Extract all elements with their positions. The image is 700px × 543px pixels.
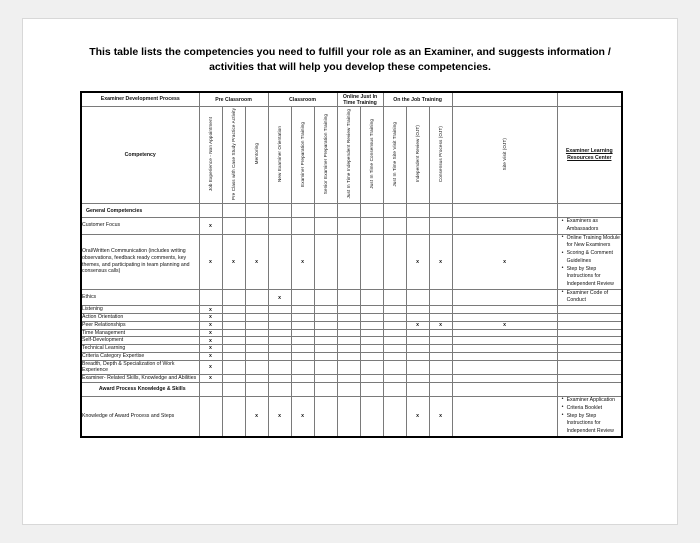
mark-cell-checked: x: [245, 396, 268, 437]
section-header-spacer: [557, 204, 622, 218]
group-header-classroom: Classroom: [268, 92, 337, 107]
mark-cell-checked: x: [199, 234, 222, 289]
mark-cell-checked: x: [452, 321, 557, 329]
mark-cell-empty: [222, 345, 245, 353]
corner-process-label: Examiner Development Process: [81, 92, 199, 107]
mark-cell-empty: [360, 375, 383, 383]
mark-cell-checked: x: [199, 375, 222, 383]
resources-cell: [557, 234, 622, 289]
competency-label: Oral/Written Communication (includes writing observations, feedback ready comments, key themes, and participating in team planning and consensus calls): [81, 234, 199, 289]
mark-cell-empty: [452, 396, 557, 437]
mark-cell-empty: [268, 218, 291, 235]
mark-cell-empty: [337, 306, 360, 314]
mark-cell-empty: [383, 352, 406, 360]
mark-cell-empty: [199, 396, 222, 437]
mark-cell-empty: [314, 345, 337, 353]
mark-cell-empty: [245, 314, 268, 322]
mark-cell-empty: [337, 234, 360, 289]
mark-cell-empty: [245, 306, 268, 314]
mark-cell-empty: [360, 234, 383, 289]
section-header-spacer: [245, 204, 268, 218]
resources-cell: [557, 306, 622, 314]
mark-cell-empty: [314, 321, 337, 329]
mark-cell-empty: [429, 352, 452, 360]
table-row: [81, 321, 622, 329]
intro-paragraph: This table lists the competencies you need to fulfill your role as an Examiner, and suggests information / activities that will help you develop these competencies.: [89, 46, 611, 74]
section-header-spacer: [360, 382, 383, 396]
mark-cell-empty: [383, 345, 406, 353]
section-header-spacer: [360, 204, 383, 218]
mark-cell-empty: [383, 289, 406, 306]
mark-cell-empty: [314, 375, 337, 383]
mark-cell-empty: [268, 306, 291, 314]
section-header-spacer: [199, 204, 222, 218]
mark-cell-empty: [406, 218, 429, 235]
mark-cell-empty: [337, 218, 360, 235]
col-header-site-visit-ojt: Site Visit (OJT): [452, 107, 557, 204]
resources-cell: [557, 289, 622, 306]
mark-cell-empty: [222, 352, 245, 360]
col-header-consensus-process-ojt: Consensus Process (OJT): [429, 107, 452, 204]
mark-cell-empty: [360, 329, 383, 337]
section-title: Award Process Knowledge & Skills: [81, 382, 199, 396]
resource-item: • Scoring & Comment Guidelines: [563, 250, 621, 265]
section-header-spacer: [429, 382, 452, 396]
resource-item: • Online Training Module for New Examiners: [563, 235, 621, 250]
mark-cell-empty: [383, 329, 406, 337]
table-row: [81, 218, 622, 235]
mark-cell-empty: [314, 329, 337, 337]
mark-cell-empty: [406, 337, 429, 345]
resources-cell: [557, 321, 622, 329]
resources-cell: [557, 360, 622, 375]
competency-label: Customer Focus: [81, 218, 199, 235]
mark-cell-empty: [452, 306, 557, 314]
mark-cell-empty: [337, 352, 360, 360]
mark-cell-checked: x: [429, 396, 452, 437]
mark-cell-empty: [429, 329, 452, 337]
mark-cell-empty: [245, 345, 268, 353]
competency-label: Time Management: [81, 329, 199, 337]
mark-cell-empty: [337, 289, 360, 306]
mark-cell-empty: [452, 352, 557, 360]
competency-label: Listening: [81, 306, 199, 314]
competency-label: Self-Development: [81, 337, 199, 345]
mark-cell-empty: [199, 289, 222, 306]
resource-item: • Step by Step Instructions for Independent Review: [563, 266, 621, 289]
table-row: [81, 375, 622, 383]
mark-cell-empty: [222, 396, 245, 437]
mark-cell-empty: [360, 337, 383, 345]
mark-cell-checked: x: [199, 329, 222, 337]
mark-cell-empty: [222, 321, 245, 329]
table-row: [81, 234, 622, 289]
mark-cell-empty: [337, 360, 360, 375]
group-header-on-the-job: On the Job Training: [383, 92, 452, 107]
resources-cell: [557, 337, 622, 345]
section-header-spacer: [383, 204, 406, 218]
mark-cell-checked: x: [199, 314, 222, 322]
mark-cell-empty: [222, 314, 245, 322]
mark-cell-empty: [383, 234, 406, 289]
mark-cell-empty: [337, 329, 360, 337]
section-header-spacer: [406, 204, 429, 218]
mark-cell-empty: [314, 337, 337, 345]
col-header-new-examiner-orientation: New Examiner Orientation: [268, 107, 291, 204]
table-row: [81, 337, 622, 345]
mark-cell-empty: [429, 218, 452, 235]
section-header-spacer: [222, 382, 245, 396]
mark-cell-empty: [337, 375, 360, 383]
mark-cell-empty: [314, 396, 337, 437]
col-header-jit-site-visit-training: Just In Time Site Visit Training: [383, 107, 406, 204]
section-header-spacer: [452, 204, 557, 218]
mark-cell-empty: [452, 218, 557, 235]
competency-label: Technical Learning: [81, 345, 199, 353]
mark-cell-empty: [245, 352, 268, 360]
col-header-job-experience: Job Experience - Non Appointment: [199, 107, 222, 204]
resources-cell: [557, 352, 622, 360]
mark-cell-empty: [383, 306, 406, 314]
mark-cell-empty: [222, 360, 245, 375]
mark-cell-empty: [337, 345, 360, 353]
mark-cell-empty: [268, 314, 291, 322]
col-header-independent-review-ojt: Independent Review (OJT): [406, 107, 429, 204]
table-column-header-row: [81, 107, 622, 204]
mark-cell-empty: [314, 218, 337, 235]
competency-label: Peer Relationships: [81, 321, 199, 329]
mark-cell-checked: x: [406, 321, 429, 329]
mark-cell-empty: [406, 375, 429, 383]
mark-cell-empty: [314, 289, 337, 306]
mark-cell-empty: [268, 375, 291, 383]
mark-cell-empty: [245, 375, 268, 383]
competency-label: Knowledge of Award Process and Steps: [81, 396, 199, 437]
table-row: [81, 396, 622, 437]
mark-cell-empty: [429, 289, 452, 306]
table-row: [81, 314, 622, 322]
mark-cell-empty: [291, 337, 314, 345]
mark-cell-empty: [268, 360, 291, 375]
mark-cell-empty: [291, 345, 314, 353]
table-row: [81, 360, 622, 375]
mark-cell-empty: [383, 218, 406, 235]
mark-cell-empty: [360, 345, 383, 353]
mark-cell-empty: [360, 396, 383, 437]
mark-cell-empty: [337, 321, 360, 329]
mark-cell-empty: [314, 352, 337, 360]
mark-cell-empty: [429, 314, 452, 322]
mark-cell-empty: [406, 314, 429, 322]
document-page: [22, 18, 678, 525]
col-header-resources-center: Examiner Learning Resources Center: [557, 107, 622, 204]
mark-cell-checked: x: [291, 396, 314, 437]
mark-cell-empty: [383, 396, 406, 437]
mark-cell-empty: [337, 337, 360, 345]
mark-cell-empty: [429, 375, 452, 383]
mark-cell-checked: x: [429, 321, 452, 329]
mark-cell-empty: [406, 360, 429, 375]
group-header-online-just-in-time: Online Just In Time Training: [337, 92, 383, 107]
mark-cell-checked: x: [268, 396, 291, 437]
section-header-spacer: [314, 382, 337, 396]
mark-cell-empty: [222, 306, 245, 314]
col-header-pre-class-case-study: Pre Class with Case Study Practice Activity: [222, 107, 245, 204]
mark-cell-empty: [222, 337, 245, 345]
section-header-row: [81, 382, 622, 396]
mark-cell-checked: x: [199, 321, 222, 329]
group-header-pre-classroom: Pre Classroom: [199, 92, 268, 107]
mark-cell-empty: [245, 337, 268, 345]
mark-cell-checked: x: [268, 289, 291, 306]
table-row: [81, 352, 622, 360]
mark-cell-empty: [383, 321, 406, 329]
mark-cell-empty: [245, 321, 268, 329]
mark-cell-empty: [360, 352, 383, 360]
mark-cell-empty: [291, 289, 314, 306]
mark-cell-empty: [268, 352, 291, 360]
mark-cell-checked: x: [291, 234, 314, 289]
mark-cell-checked: x: [199, 352, 222, 360]
mark-cell-empty: [337, 396, 360, 437]
resources-cell: [557, 396, 622, 437]
mark-cell-empty: [360, 321, 383, 329]
competency-table: [80, 91, 623, 438]
mark-cell-empty: [314, 360, 337, 375]
mark-cell-empty: [222, 329, 245, 337]
mark-cell-empty: [245, 360, 268, 375]
mark-cell-empty: [291, 314, 314, 322]
section-header-spacer: [268, 382, 291, 396]
col-header-examiner-prep-training: Examiner Preparation Training: [291, 107, 314, 204]
mark-cell-empty: [337, 314, 360, 322]
resource-item: • Step by Step Instructions for Independent Review: [563, 413, 621, 436]
mark-cell-empty: [383, 314, 406, 322]
mark-cell-empty: [268, 329, 291, 337]
mark-cell-empty: [383, 337, 406, 345]
mark-cell-empty: [314, 314, 337, 322]
mark-cell-checked: x: [199, 218, 222, 235]
mark-cell-empty: [383, 375, 406, 383]
section-header-spacer: [245, 382, 268, 396]
mark-cell-empty: [314, 234, 337, 289]
section-header-spacer: [199, 382, 222, 396]
col-header-senior-examiner-prep-training: Senior Examiner Preparation Training: [314, 107, 337, 204]
table-row: [81, 289, 622, 306]
mark-cell-empty: [291, 375, 314, 383]
mark-cell-empty: [268, 321, 291, 329]
resources-cell: [557, 345, 622, 353]
mark-cell-empty: [291, 329, 314, 337]
mark-cell-empty: [360, 306, 383, 314]
section-header-spacer: [291, 204, 314, 218]
section-header-spacer: [452, 382, 557, 396]
section-header-spacer: [268, 204, 291, 218]
mark-cell-empty: [406, 306, 429, 314]
mark-cell-checked: x: [429, 234, 452, 289]
mark-cell-empty: [429, 360, 452, 375]
mark-cell-checked: x: [406, 396, 429, 437]
mark-cell-empty: [452, 329, 557, 337]
section-header-spacer: [291, 382, 314, 396]
mark-cell-empty: [452, 289, 557, 306]
mark-cell-empty: [406, 345, 429, 353]
resource-item: • Examiner Code of Conduct: [563, 290, 621, 305]
resources-cell: [557, 218, 622, 235]
competency-label: Action Orientation: [81, 314, 199, 322]
section-header-spacer: [337, 382, 360, 396]
competency-label: Ethics: [81, 289, 199, 306]
mark-cell-empty: [360, 218, 383, 235]
mark-cell-empty: [452, 375, 557, 383]
competency-table-wrapper: [80, 91, 623, 438]
competency-column-title: Competency: [81, 107, 199, 204]
mark-cell-empty: [452, 314, 557, 322]
mark-cell-empty: [452, 360, 557, 375]
mark-cell-empty: [291, 321, 314, 329]
section-header-spacer: [429, 204, 452, 218]
mark-cell-empty: [222, 375, 245, 383]
mark-cell-checked: x: [406, 234, 429, 289]
corner-blank: [452, 92, 557, 107]
mark-cell-empty: [429, 345, 452, 353]
mark-cell-checked: x: [199, 360, 222, 375]
mark-cell-empty: [245, 329, 268, 337]
mark-cell-empty: [268, 345, 291, 353]
competency-label: Breadth, Depth & Specialization of Work Experience: [81, 360, 199, 375]
section-header-spacer: [406, 382, 429, 396]
resources-cell: [557, 375, 622, 383]
mark-cell-empty: [314, 306, 337, 314]
mark-cell-empty: [268, 337, 291, 345]
mark-cell-empty: [360, 314, 383, 322]
mark-cell-empty: [291, 218, 314, 235]
resource-item: • Examiner Application: [563, 397, 621, 405]
mark-cell-empty: [406, 329, 429, 337]
section-header-row: [81, 204, 622, 218]
resource-item: • Criteria Booklet: [563, 405, 621, 413]
col-header-jit-consensus-training: Just In Time Consensus Training: [360, 107, 383, 204]
table-row: [81, 345, 622, 353]
mark-cell-empty: [406, 289, 429, 306]
section-header-spacer: [222, 204, 245, 218]
mark-cell-checked: x: [199, 306, 222, 314]
mark-cell-empty: [268, 234, 291, 289]
section-title: General Competencies: [81, 204, 199, 218]
mark-cell-checked: x: [245, 234, 268, 289]
mark-cell-empty: [222, 218, 245, 235]
table-row: [81, 306, 622, 314]
mark-cell-empty: [222, 289, 245, 306]
mark-cell-checked: x: [199, 337, 222, 345]
section-header-spacer: [383, 382, 406, 396]
mark-cell-empty: [360, 289, 383, 306]
mark-cell-empty: [245, 218, 268, 235]
resource-item: • Examiners as Ambassadors: [563, 218, 621, 233]
mark-cell-empty: [406, 352, 429, 360]
section-header-spacer: [337, 204, 360, 218]
section-header-spacer: [557, 382, 622, 396]
mark-cell-checked: x: [222, 234, 245, 289]
mark-cell-empty: [452, 337, 557, 345]
competency-label: Criteria Category Expertise: [81, 352, 199, 360]
mark-cell-empty: [291, 360, 314, 375]
mark-cell-empty: [291, 352, 314, 360]
mark-cell-empty: [429, 337, 452, 345]
mark-cell-checked: x: [452, 234, 557, 289]
resources-cell: [557, 329, 622, 337]
mark-cell-checked: x: [199, 345, 222, 353]
mark-cell-empty: [429, 306, 452, 314]
table-group-header-row: [81, 92, 622, 107]
col-header-mentoring: Mentoring: [245, 107, 268, 204]
mark-cell-empty: [383, 360, 406, 375]
col-header-jit-independent-review-training: Just In Time Independent Review Training: [337, 107, 360, 204]
resources-cell: [557, 314, 622, 322]
section-header-spacer: [314, 204, 337, 218]
mark-cell-empty: [452, 345, 557, 353]
competency-label: Examiner- Related Skills, Knowledge and Abilities: [81, 375, 199, 383]
mark-cell-empty: [291, 306, 314, 314]
table-row: [81, 329, 622, 337]
mark-cell-empty: [360, 360, 383, 375]
mark-cell-empty: [245, 289, 268, 306]
